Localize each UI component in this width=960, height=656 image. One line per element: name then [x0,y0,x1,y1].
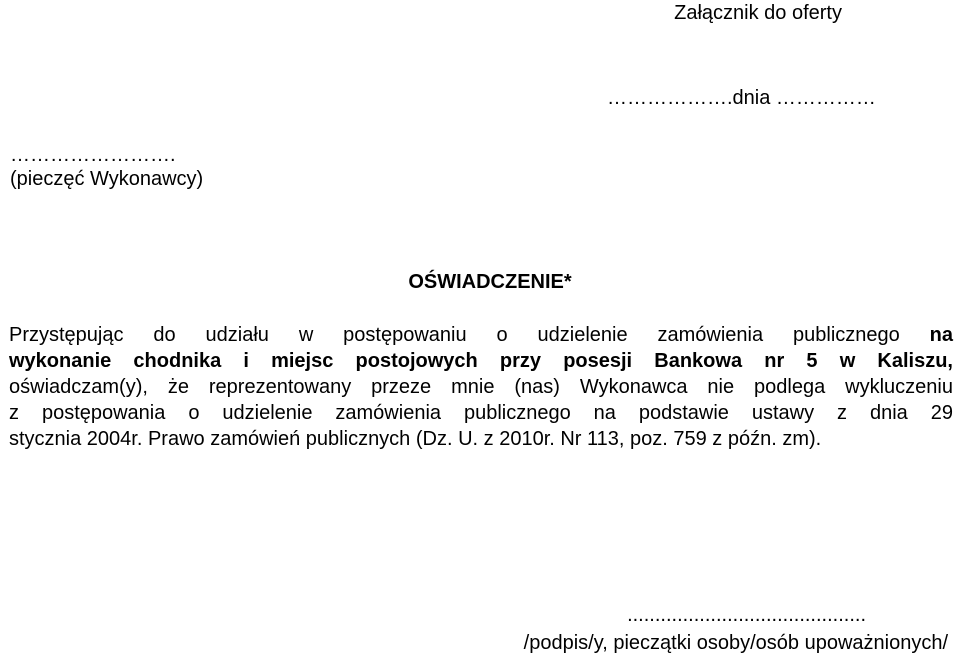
statement-line-2: wykonanie chodnika i miejsc postojowych przy posesji Bankowa nr 5 w Kaliszu, [9,350,953,372]
stamp-label: (pieczęć Wykonawcy) [10,168,204,190]
attachment-label: Załącznik do oferty [674,2,842,24]
statement-body [9,322,953,452]
statement-line-1 [9,322,953,348]
stamp-dots: ……………………. [10,144,176,166]
statement-line-5: stycznia 2004r. Prawo zamówień publicznych (Dz. U. z 2010r. Nr 113, poz. 759 z późn. zm). [9,428,822,450]
document-title: OŚWIADCZENIE* [408,271,572,293]
statement-line-3: oświadczam(y), że reprezentowany przeze mnie (nas) Wykonawca nie podlega wykluczeniu [9,376,953,398]
date-line: ……………….dnia …………… [607,87,876,109]
statement-line-4: z postępowania o udzielenie zamówienia publicznego na podstawie ustawy z dnia 29 [9,402,953,424]
statement-line-1-text: Przystępując do udziału w postępowaniu o udzielenie zamówienia publicznego [9,324,930,346]
signature-dots: ........................................... [627,604,866,626]
signature-label: /podpis/y, pieczątki osoby/osób upoważnionych/ [523,632,948,654]
statement-line-1-bold: na [929,324,953,346]
